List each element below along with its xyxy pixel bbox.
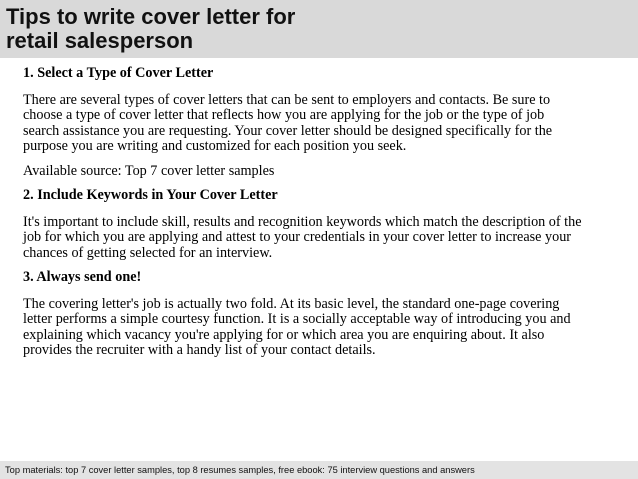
section-1-line-1: There are several types of cover letters that can be sent to employers and contacts. Be sure to — [23, 91, 551, 108]
page-title-line-2: retail salesperson — [6, 28, 194, 53]
section-1-heading: 1. Select a Type of Cover Letter — [23, 65, 214, 81]
footer-text: Top materials: top 7 cover letter samples, top 8 resumes samples, free ebook: 75 interview questions and answers — [5, 465, 475, 475]
section-2-line-2: job for which you are applying and attest to your credentials in your cover letter to increase your — [23, 229, 572, 245]
page-title — [6, 5, 295, 53]
section-2-line-1: It's important to include skill, results and recognition keywords which match the description of the — [23, 213, 582, 230]
section-3-line-4: provides the recruiter with a handy list of your contact details. — [23, 342, 376, 358]
section-2-paragraph — [23, 215, 623, 262]
section-3-line-2: letter performs a simple courtesy function. It is a socially acceptable way of introducing you and — [23, 311, 571, 327]
section-1-paragraph — [23, 93, 623, 155]
available-source-text: Available source: Top 7 cover letter samples — [23, 162, 275, 179]
footer-bar — [0, 461, 638, 479]
section-1-line-3: search assistance you are requesting. Your cover letter should be designed specifically for the — [23, 122, 553, 139]
section-1-line-4: purpose you are writing and customized for each position you seek. — [23, 138, 407, 154]
section-1-line-2: choose a type of cover letter that reflects how you are applying for the job or the type of job — [23, 107, 545, 123]
page-title-line-1: Tips to write cover letter for — [6, 4, 296, 29]
section-2-line-3: chances of getting selected for an interview. — [23, 244, 273, 261]
section-3-heading: 3. Always send one! — [23, 269, 142, 285]
main-content — [23, 66, 623, 368]
section-3-paragraph — [23, 297, 623, 359]
section-2-heading: 2. Include Keywords in Your Cover Letter — [23, 187, 278, 203]
title-bar — [0, 0, 638, 58]
section-3-line-3: explaining which vacancy you're applying for or which area you are enquiring about. It also — [23, 326, 545, 343]
section-3-line-1: The covering letter's job is actually two fold. At its basic level, the standard one-page covering — [23, 295, 560, 312]
